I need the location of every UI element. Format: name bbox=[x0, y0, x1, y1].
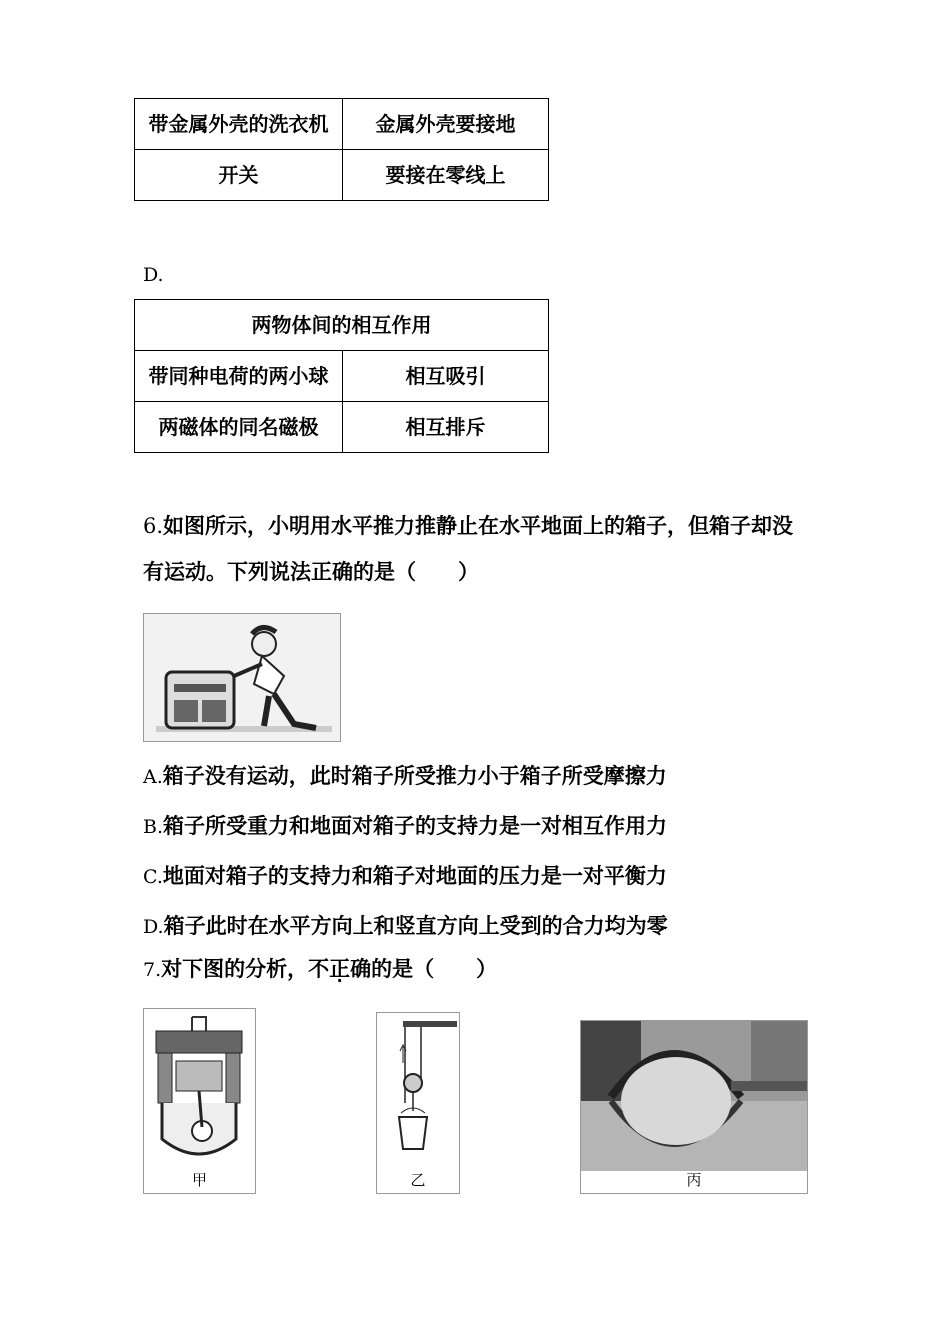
question-text: 如图所示，小明用水平推力推静止在水平地面上的箱子，但箱子却没有运动。下列说法正确的是（ ） bbox=[143, 514, 794, 584]
figure-caption: 乙 bbox=[410, 1171, 426, 1189]
table-row bbox=[135, 351, 549, 402]
option-a: A.箱子没有运动，此时箱子所受推力小于箱子所受摩擦力 bbox=[143, 764, 667, 788]
table-cell: 相互吸引 bbox=[343, 351, 549, 402]
emphasis-text: 不正确 bbox=[308, 957, 372, 981]
figure-caption: 甲 bbox=[191, 1171, 207, 1189]
pulley-diagram bbox=[377, 1013, 459, 1169]
table-cell: 带同种电荷的两小球 bbox=[135, 351, 343, 402]
table-row bbox=[135, 150, 549, 201]
boy-pushing-box-illustration bbox=[144, 614, 340, 741]
question-number: 6. bbox=[143, 514, 164, 538]
table-row bbox=[135, 99, 549, 150]
engine-diagram bbox=[144, 1009, 255, 1169]
option-d-label: D. bbox=[143, 264, 164, 286]
table-appliances bbox=[134, 98, 549, 201]
question-7: 7.对下图的分析，不正确的是（ ） bbox=[143, 953, 497, 983]
figure-jia-engine bbox=[143, 1008, 256, 1194]
table-header: 两物体间的相互作用 bbox=[135, 300, 549, 351]
table-cell: 要接在零线上 bbox=[343, 150, 549, 201]
option-b: B.箱子所受重力和地面对箱子的支持力是一对相互作用力 bbox=[143, 814, 668, 838]
figure-bing-bridge bbox=[580, 1020, 808, 1194]
table-cell: 相互排斥 bbox=[343, 402, 549, 453]
table-row bbox=[135, 300, 549, 351]
figure-yi-pulley bbox=[376, 1012, 460, 1194]
figure-boy-pushing-box bbox=[143, 613, 341, 742]
question-6 bbox=[143, 503, 813, 595]
table-cell: 带金属外壳的洗衣机 bbox=[135, 99, 343, 150]
option-c: C.地面对箱子的支持力和箱子对地面的压力是一对平衡力 bbox=[143, 864, 667, 888]
arch-bridge-photo bbox=[581, 1021, 807, 1171]
question-number: 7. bbox=[143, 959, 162, 981]
option-d: D.箱子此时在水平方向上和竖直方向上受到的合力均为零 bbox=[143, 914, 668, 938]
table-cell: 两磁体的同名磁极 bbox=[135, 402, 343, 453]
table-cell: 金属外壳要接地 bbox=[343, 99, 549, 150]
table-row bbox=[135, 402, 549, 453]
figure-caption: 丙 bbox=[686, 1171, 702, 1189]
table-cell: 开关 bbox=[135, 150, 343, 201]
table-interactions bbox=[134, 299, 549, 453]
